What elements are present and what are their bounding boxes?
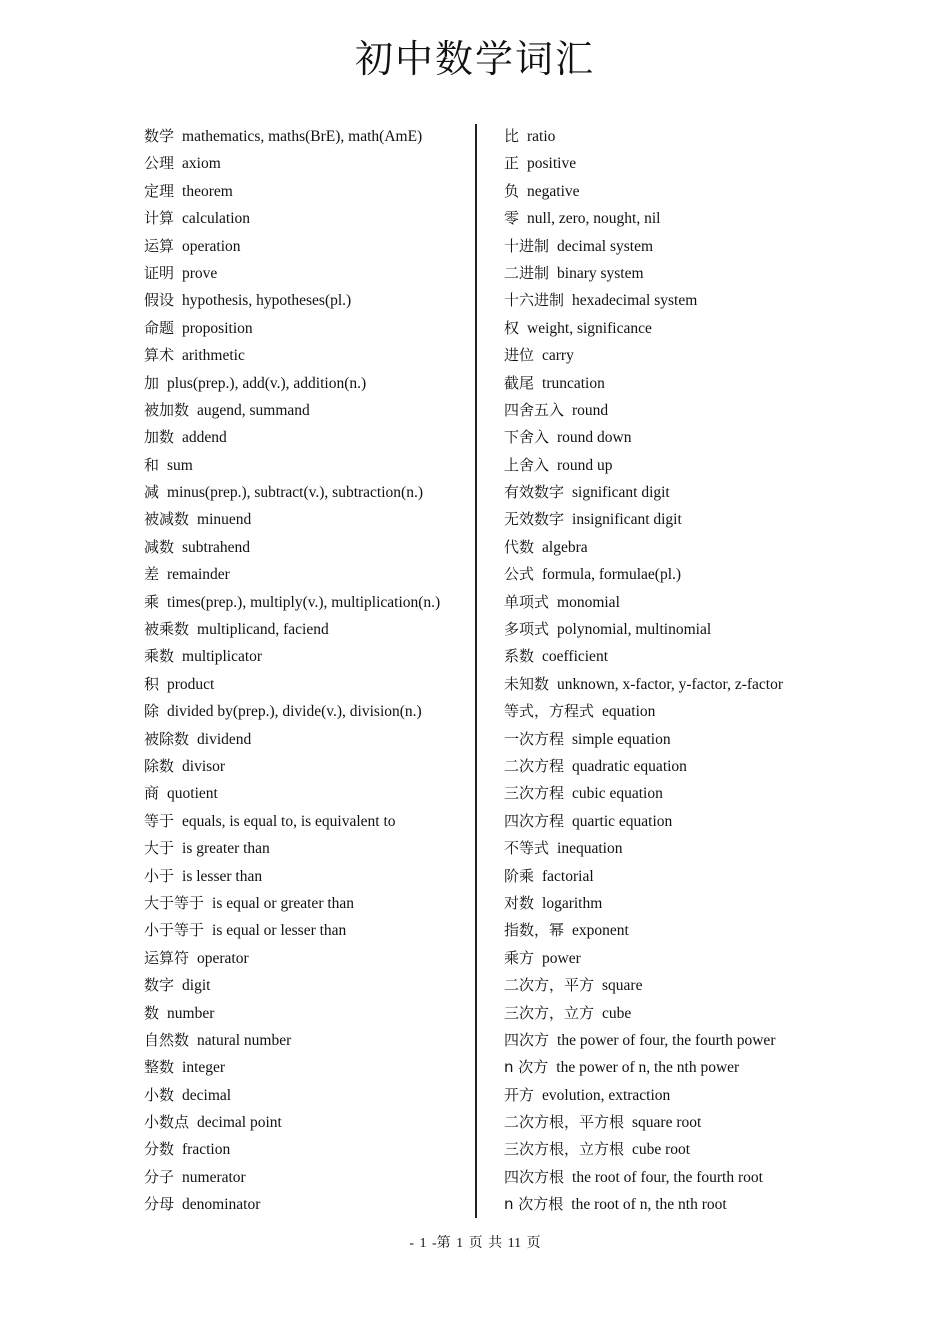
- term-chinese: 无效数字: [504, 510, 565, 529]
- term-chinese: 阶乘: [504, 866, 535, 885]
- vocab-row: [144, 1000, 469, 1027]
- term-english: subtrahend: [182, 538, 251, 556]
- term-english: binary system: [557, 264, 644, 282]
- term-chinese: 运算: [144, 236, 175, 255]
- term-chinese: 对数: [504, 893, 535, 912]
- term-chinese: 和: [144, 455, 160, 474]
- term-english: proposition: [182, 319, 253, 337]
- term-chinese: 除数: [144, 756, 175, 775]
- term-english: mathematics, maths(BrE), math(AmE): [182, 128, 423, 145]
- term-english: addend: [182, 429, 227, 447]
- page-footer: - 1 -第 1 页 共 11 页: [409, 1236, 541, 1251]
- vocab-row: [504, 370, 834, 397]
- term-english: calculation: [182, 210, 251, 228]
- term-chinese: 代数: [504, 537, 535, 556]
- term-chinese: 公式: [504, 565, 535, 584]
- term-chinese: 大于: [144, 839, 175, 858]
- vocab-row: [504, 863, 834, 890]
- term-english: sum: [167, 456, 193, 474]
- vocab-row: [144, 1109, 469, 1136]
- term-chinese: n 次方: [504, 1058, 549, 1077]
- term-english: positive: [527, 155, 577, 173]
- term-chinese: 小于: [144, 866, 175, 885]
- term-chinese: 下舍入: [504, 428, 550, 447]
- term-english: is greater than: [182, 840, 270, 858]
- vocab-row: [144, 178, 469, 205]
- term-chinese: 负: [504, 181, 520, 200]
- term-english: evolution, extraction: [542, 1086, 671, 1104]
- vocab-row: [504, 233, 834, 260]
- vocab-row: [504, 890, 834, 917]
- vocab-row: [504, 698, 834, 725]
- term-english: insignificant digit: [572, 511, 682, 529]
- vocab-row: [504, 1027, 834, 1054]
- term-chinese: 大于等于: [144, 893, 205, 912]
- vocab-row: [504, 1082, 834, 1109]
- term-english: inequation: [557, 840, 623, 858]
- vocab-row: [144, 342, 469, 369]
- term-chinese: 乘数: [144, 647, 175, 666]
- term-english: numerator: [182, 1168, 246, 1186]
- term-english: decimal system: [557, 237, 654, 255]
- vocab-row: [144, 1082, 469, 1109]
- term-english: monomial: [557, 593, 620, 611]
- vocab-row: [504, 315, 834, 342]
- term-english: is equal or lesser than: [212, 922, 347, 940]
- term-english: formula, formulae(pl.): [542, 566, 682, 584]
- vocab-row: [504, 726, 834, 753]
- term-chinese: 四舍五入: [504, 400, 565, 419]
- vocab-row: [504, 178, 834, 205]
- term-chinese: 整数: [144, 1058, 175, 1077]
- term-english: round up: [557, 456, 613, 474]
- vocab-row: [144, 835, 469, 862]
- term-english: square root: [632, 1114, 702, 1132]
- term-chinese: 上舍入: [504, 455, 550, 474]
- vocab-row: [504, 123, 834, 150]
- term-english: plus(prep.), add(v.), addition(n.): [167, 374, 367, 392]
- term-english: dividend: [197, 730, 252, 748]
- vocab-row: [144, 1027, 469, 1054]
- term-english: product: [167, 675, 215, 693]
- vocab-row: [144, 233, 469, 260]
- vocab-row: [144, 150, 469, 177]
- vocab-row: [504, 616, 834, 643]
- term-chinese: 公理: [144, 154, 175, 173]
- term-english: exponent: [572, 922, 629, 940]
- term-chinese: 数: [144, 1003, 160, 1022]
- term-chinese: 乘方: [504, 948, 535, 967]
- term-english: negative: [527, 182, 580, 200]
- term-english: ratio: [527, 128, 556, 145]
- vocab-row: [504, 205, 834, 232]
- term-english: denominator: [182, 1196, 261, 1214]
- term-english: is lesser than: [182, 867, 263, 885]
- term-english: null, zero, nought, nil: [527, 210, 661, 228]
- term-chinese: 分母: [144, 1195, 175, 1214]
- vocab-row: [504, 479, 834, 506]
- term-chinese: 不等式: [504, 839, 550, 858]
- term-english: multiplicand, faciend: [197, 621, 329, 639]
- vocab-row: [144, 945, 469, 972]
- column-divider: [475, 124, 477, 1218]
- term-english: significant digit: [572, 484, 670, 502]
- term-chinese: 十六进制: [504, 291, 565, 310]
- vocab-row: [144, 753, 469, 780]
- vocab-row: [504, 1136, 834, 1163]
- term-english: operation: [182, 237, 241, 255]
- term-english: times(prep.), multiply(v.), multiplication(n.): [167, 593, 441, 611]
- vocab-row: [504, 671, 834, 698]
- left-column: [144, 123, 469, 1219]
- vocab-row: [504, 534, 834, 561]
- term-english: weight, significance: [527, 319, 652, 337]
- vocab-row: [144, 123, 469, 150]
- term-english: cube: [602, 1004, 632, 1022]
- term-chinese: 十进制: [504, 236, 550, 255]
- vocab-row: [504, 643, 834, 670]
- vocab-row: [504, 917, 834, 944]
- vocab-row: [144, 863, 469, 890]
- term-chinese: 加数: [144, 428, 175, 447]
- term-english: the power of four, the fourth power: [557, 1031, 776, 1049]
- term-chinese: 乘: [144, 592, 160, 611]
- vocab-row: [144, 589, 469, 616]
- term-english: the root of n, the nth root: [571, 1196, 727, 1214]
- term-english: square: [602, 977, 643, 995]
- term-english: quadratic equation: [572, 757, 687, 775]
- term-chinese: 比: [504, 127, 520, 145]
- term-chinese: 正: [504, 154, 520, 173]
- vocab-row: [144, 370, 469, 397]
- term-english: arithmetic: [182, 347, 245, 365]
- vocab-row: [144, 726, 469, 753]
- term-chinese: 二进制: [504, 263, 550, 282]
- vocab-row: [504, 342, 834, 369]
- term-english: round down: [557, 429, 632, 447]
- vocab-row: [504, 945, 834, 972]
- vocab-row: [144, 972, 469, 999]
- vocab-row: [144, 643, 469, 670]
- term-chinese: 证明: [144, 263, 175, 282]
- vocab-row: [144, 1164, 469, 1191]
- term-chinese: 积: [144, 674, 160, 693]
- term-english: round: [572, 401, 609, 419]
- vocab-row: [144, 671, 469, 698]
- term-english: unknown, x-factor, y-factor, z-factor: [557, 675, 783, 693]
- vocab-row: [144, 808, 469, 835]
- term-english: factorial: [542, 867, 594, 885]
- term-chinese: 计算: [144, 209, 175, 228]
- term-english: integer: [182, 1059, 226, 1077]
- page-title: 初中数学词汇: [354, 37, 595, 81]
- term-english: augend, summand: [197, 401, 310, 419]
- term-chinese: 二次方，平方: [504, 976, 595, 995]
- vocab-row: [144, 616, 469, 643]
- vocab-row: [504, 780, 834, 807]
- term-chinese: 自然数: [144, 1030, 190, 1049]
- term-english: algebra: [542, 538, 588, 556]
- term-english: the root of four, the fourth root: [572, 1168, 763, 1186]
- term-english: quartic equation: [572, 812, 673, 830]
- vocab-row: [504, 506, 834, 533]
- vocab-row: [504, 808, 834, 835]
- term-english: carry: [542, 347, 574, 365]
- term-english: polynomial, multinomial: [557, 621, 712, 639]
- term-english: cubic equation: [572, 785, 663, 803]
- term-english: decimal point: [197, 1114, 282, 1132]
- term-english: number: [167, 1004, 215, 1022]
- term-english: hexadecimal system: [572, 292, 698, 310]
- vocab-row: [144, 452, 469, 479]
- term-english: natural number: [197, 1031, 292, 1049]
- term-chinese: 小于等于: [144, 921, 205, 940]
- term-chinese: 零: [504, 209, 520, 228]
- term-chinese: 数学: [144, 127, 175, 145]
- term-chinese: 等于: [144, 811, 175, 830]
- term-chinese: 单项式: [504, 592, 550, 611]
- vocab-row: [504, 561, 834, 588]
- term-english: decimal: [182, 1086, 232, 1104]
- term-chinese: 三次方，立方: [504, 1003, 595, 1022]
- term-chinese: n 次方根: [504, 1195, 564, 1214]
- term-chinese: 指数，幂: [504, 921, 565, 940]
- term-english: cube root: [632, 1141, 691, 1159]
- vocab-row: [504, 452, 834, 479]
- vocab-row: [144, 315, 469, 342]
- term-english: operator: [197, 949, 249, 967]
- term-english: remainder: [167, 566, 230, 584]
- vocab-row: [504, 1164, 834, 1191]
- vocab-row: [504, 1000, 834, 1027]
- vocab-row: [504, 1054, 834, 1081]
- vocab-row: [504, 589, 834, 616]
- term-english: fraction: [182, 1141, 231, 1159]
- vocab-row: [144, 534, 469, 561]
- vocab-row: [504, 835, 834, 862]
- term-chinese: 四次方: [504, 1030, 550, 1049]
- term-english: minus(prep.), subtract(v.), subtraction(n.): [167, 484, 423, 502]
- vocab-row: [144, 698, 469, 725]
- term-chinese: 除: [144, 702, 160, 721]
- vocab-row: [504, 972, 834, 999]
- term-chinese: 被加数: [144, 400, 190, 419]
- vocab-row: [144, 1054, 469, 1081]
- vocab-row: [144, 506, 469, 533]
- term-english: quotient: [167, 785, 218, 803]
- term-english: prove: [182, 264, 218, 282]
- term-chinese: 商: [144, 784, 160, 803]
- vocab-row: [144, 890, 469, 917]
- term-chinese: 小数: [144, 1085, 175, 1104]
- vocab-row: [504, 260, 834, 287]
- term-chinese: 减: [144, 483, 160, 502]
- term-chinese: 分数: [144, 1140, 175, 1159]
- vocab-row: [504, 424, 834, 451]
- term-chinese: 假设: [144, 291, 175, 310]
- vocab-row: [144, 397, 469, 424]
- vocab-row: [144, 424, 469, 451]
- term-chinese: 命题: [144, 318, 175, 337]
- term-english: digit: [182, 977, 211, 995]
- term-chinese: 减数: [144, 537, 175, 556]
- term-english: hypothesis, hypotheses(pl.): [182, 292, 352, 310]
- term-chinese: 四次方程: [504, 811, 565, 830]
- term-chinese: 等式，方程式: [504, 702, 595, 721]
- vocab-row: [504, 1191, 834, 1218]
- term-chinese: 算术: [144, 346, 175, 365]
- vocab-row: [144, 287, 469, 314]
- term-english: coefficient: [542, 648, 608, 666]
- vocab-row: [144, 1191, 469, 1218]
- term-chinese: 数字: [144, 976, 175, 995]
- term-chinese: 四次方根: [504, 1167, 565, 1186]
- vocab-row: [144, 917, 469, 944]
- term-english: is equal or greater than: [212, 894, 355, 912]
- term-english: divisor: [182, 757, 226, 775]
- term-chinese: 分子: [144, 1167, 175, 1186]
- term-chinese: 截尾: [504, 373, 535, 392]
- term-english: theorem: [182, 182, 233, 200]
- term-chinese: 二次方程: [504, 756, 565, 775]
- term-english: divided by(prep.), divide(v.), division(n.): [167, 703, 422, 721]
- term-english: equals, is equal to, is equivalent to: [182, 812, 396, 830]
- term-chinese: 被减数: [144, 510, 190, 529]
- term-english: power: [542, 949, 581, 967]
- term-english: minuend: [197, 511, 252, 529]
- term-chinese: 定理: [144, 181, 175, 200]
- term-chinese: 小数点: [144, 1113, 190, 1132]
- vocab-row: [144, 561, 469, 588]
- vocab-row: [144, 479, 469, 506]
- term-english: axiom: [182, 155, 221, 173]
- term-chinese: 被乘数: [144, 620, 190, 639]
- term-english: simple equation: [572, 730, 671, 748]
- term-chinese: 开方: [504, 1085, 535, 1104]
- term-chinese: 系数: [504, 647, 535, 666]
- term-english: multiplicator: [182, 648, 263, 666]
- term-chinese: 权: [504, 318, 520, 337]
- right-column: [504, 123, 834, 1219]
- vocab-row: [144, 205, 469, 232]
- vocab-row: [144, 1136, 469, 1163]
- term-english: logarithm: [542, 894, 603, 912]
- vocab-row: [504, 1109, 834, 1136]
- vocab-row: [504, 753, 834, 780]
- term-chinese: 进位: [504, 346, 535, 365]
- vocab-row: [504, 287, 834, 314]
- term-chinese: 三次方程: [504, 784, 565, 803]
- term-chinese: 多项式: [504, 620, 550, 639]
- term-chinese: 一次方程: [504, 729, 565, 748]
- term-english: truncation: [542, 374, 605, 392]
- term-chinese: 二次方根，平方根: [504, 1113, 625, 1132]
- term-english: equation: [602, 703, 656, 721]
- vocab-row: [144, 260, 469, 287]
- term-chinese: 未知数: [504, 674, 550, 693]
- term-chinese: 被除数: [144, 729, 190, 748]
- term-chinese: 三次方根，立方根: [504, 1140, 625, 1159]
- term-chinese: 差: [144, 565, 160, 584]
- term-english: the power of n, the nth power: [556, 1059, 740, 1077]
- vocab-row: [504, 397, 834, 424]
- vocab-row: [504, 150, 834, 177]
- term-chinese: 有效数字: [504, 483, 565, 502]
- term-chinese: 运算符: [144, 948, 190, 967]
- vocab-row: [144, 780, 469, 807]
- term-chinese: 加: [144, 373, 160, 392]
